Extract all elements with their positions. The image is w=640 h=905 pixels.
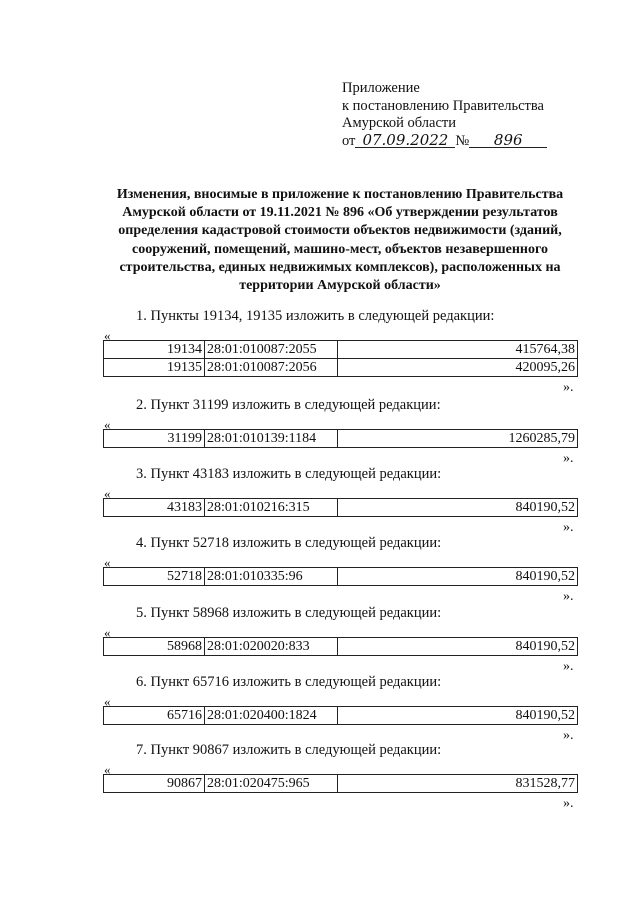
opening-quote: « [104, 486, 111, 501]
table-row [104, 499, 578, 517]
cadastral-value-cell: 840190,52 [338, 707, 578, 725]
item-heading: 2. Пункт 31199 изложить в следующей редакции: [136, 397, 441, 413]
cadastral-value-cell: 840190,52 [338, 499, 578, 517]
item-heading: 1. Пункты 19134, 19135 изложить в следующей редакции: [136, 308, 495, 324]
item-number-cell: 31199 [104, 430, 205, 448]
item-number-cell: 58968 [104, 638, 205, 656]
appendix-date-line [342, 130, 547, 151]
item-number-cell: 43183 [104, 499, 205, 517]
item-table [103, 498, 578, 517]
table-row [104, 568, 578, 586]
item-table [103, 774, 578, 793]
appendix-block [342, 80, 547, 150]
item-table [103, 429, 578, 448]
appendix-line-3: Амурской области [342, 115, 456, 131]
appendix-line-2: к постановлению Правительства [342, 97, 544, 114]
appendix-line-1: Приложение [342, 80, 420, 96]
item-number-cell: 19134 [104, 341, 205, 359]
cadastral-number-cell: 28:01:010335:96 [205, 568, 338, 586]
document-title: Изменения, вносимые в приложение к постановлению Правительства Амурской области от 19.11.2021 № 896 «Об утверждении результатов определения кадастровой стоимости объектов недвижимости (зданий, сооружений, помещений, машино-мест, объектов незавершенного строительства, единых недвижимых комплексов), расположенных на территории Амурской области» [116, 187, 564, 294]
cadastral-value-cell: 831528,77 [338, 775, 578, 793]
item-number-cell: 90867 [104, 775, 205, 793]
table-row [104, 775, 578, 793]
closing-quote: ». [563, 589, 574, 604]
item-heading: 3. Пункт 43183 изложить в следующей редакции: [136, 466, 442, 482]
closing-quote: ». [563, 380, 574, 395]
handwritten-number: 896 [469, 133, 547, 148]
table-row [104, 707, 578, 725]
item-heading: 4. Пункт 52718 изложить в следующей редакции: [136, 535, 442, 551]
table-row [104, 359, 578, 377]
item-number-cell: 52718 [104, 568, 205, 586]
item-table [103, 706, 578, 725]
opening-quote: « [104, 625, 111, 640]
opening-quote: « [104, 328, 111, 343]
item-table [103, 637, 578, 656]
cadastral-value-cell: 840190,52 [338, 638, 578, 656]
item-heading: 6. Пункт 65716 изложить в следующей редакции: [136, 674, 442, 690]
table-row [104, 341, 578, 359]
number-prefix: № [455, 132, 470, 149]
closing-quote: ». [563, 451, 574, 466]
item-number-cell: 65716 [104, 707, 205, 725]
table-row [104, 430, 578, 448]
item-table [103, 340, 578, 377]
opening-quote: « [104, 762, 111, 777]
cadastral-number-cell: 28:01:020475:965 [205, 775, 338, 793]
closing-quote: ». [563, 796, 574, 811]
cadastral-number-cell: 28:01:010087:2055 [205, 341, 338, 359]
date-prefix: от [342, 132, 356, 149]
table-row [104, 638, 578, 656]
handwritten-date: 07.09.2022 [355, 133, 455, 148]
item-number-cell: 19135 [104, 359, 205, 377]
cadastral-number-cell: 28:01:020020:833 [205, 638, 338, 656]
opening-quote: « [104, 555, 111, 570]
closing-quote: ». [563, 728, 574, 743]
opening-quote: « [104, 694, 111, 709]
item-table [103, 567, 578, 586]
cadastral-number-cell: 28:01:010087:2056 [205, 359, 338, 377]
cadastral-value-cell: 840190,52 [338, 568, 578, 586]
cadastral-number-cell: 28:01:020400:1824 [205, 707, 338, 725]
cadastral-value-cell: 415764,38 [338, 341, 578, 359]
opening-quote: « [104, 417, 111, 432]
cadastral-value-cell: 1260285,79 [338, 430, 578, 448]
closing-quote: ». [563, 520, 574, 535]
cadastral-value-cell: 420095,26 [338, 359, 578, 377]
item-heading: 5. Пункт 58968 изложить в следующей редакции: [136, 605, 442, 621]
cadastral-number-cell: 28:01:010139:1184 [205, 430, 338, 448]
cadastral-number-cell: 28:01:010216:315 [205, 499, 338, 517]
closing-quote: ». [563, 659, 574, 674]
item-heading: 7. Пункт 90867 изложить в следующей редакции: [136, 742, 442, 758]
